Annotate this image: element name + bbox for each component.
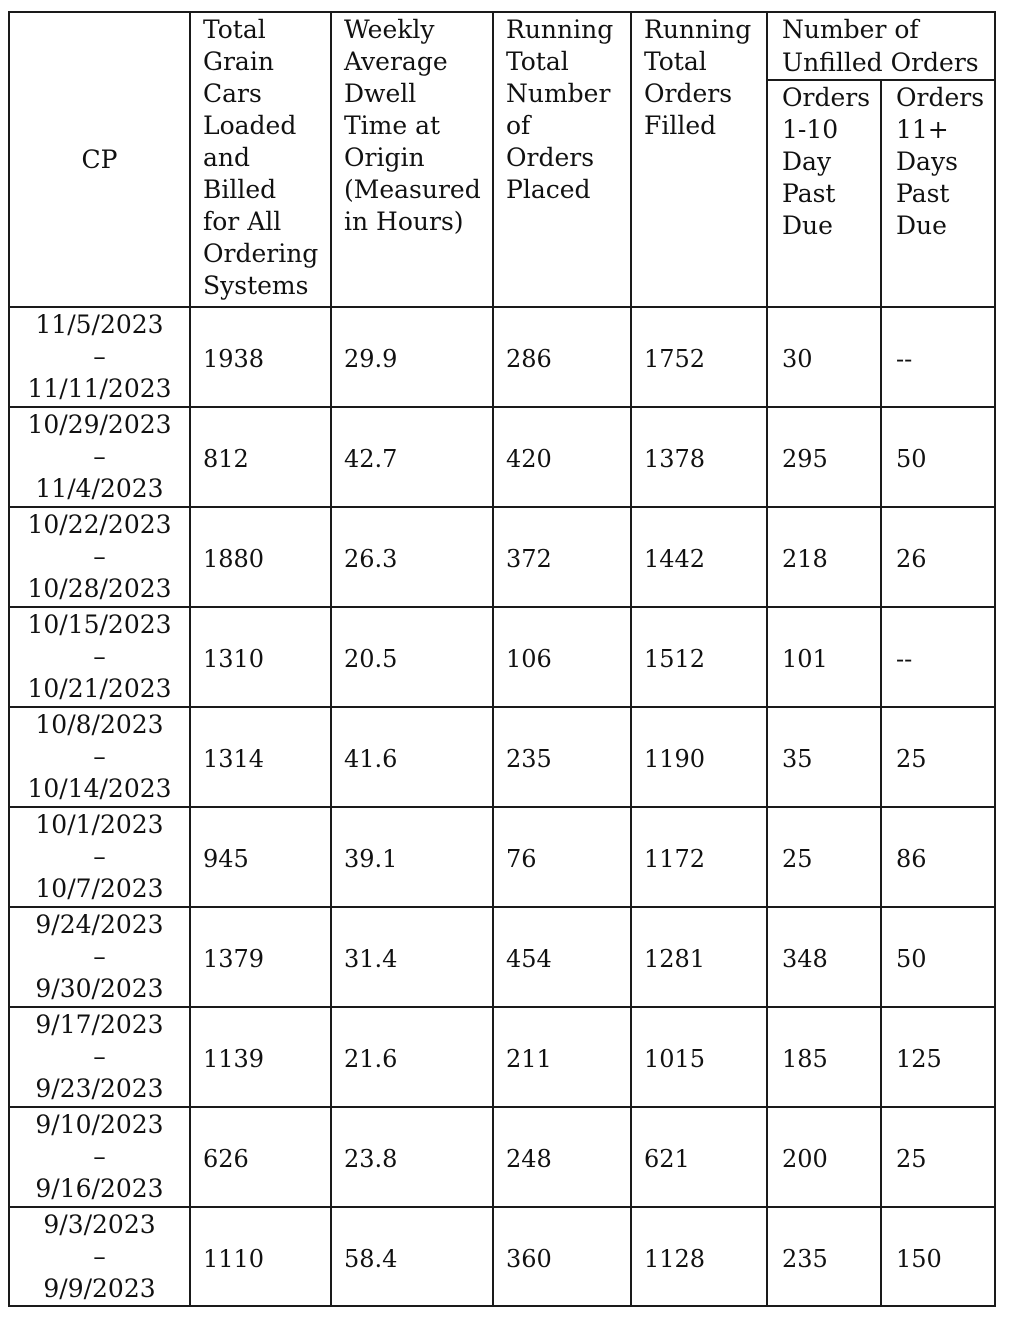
table-row (9, 507, 995, 607)
header-line: Average (344, 47, 448, 76)
header-line: Ordering (203, 239, 319, 268)
dwell-time-cell: 58.4 (331, 1207, 493, 1306)
date-start: 9/3/2023 (43, 1209, 156, 1239)
dwell-time-cell: 42.7 (331, 407, 493, 507)
header-line: Cars (203, 79, 262, 108)
orders-filled-cell: 1190 (631, 707, 767, 807)
header-line: Weekly (344, 15, 435, 44)
header-line: Placed (506, 175, 591, 204)
date-start: 10/22/2023 (27, 510, 172, 539)
date-separator: – (93, 942, 106, 971)
weekly-orders-table (8, 11, 996, 1307)
orders-filled-cell: 1128 (631, 1207, 767, 1306)
date-range-cell (9, 307, 190, 407)
date-start: 10/1/2023 (35, 810, 164, 839)
date-end: 10/28/2023 (27, 574, 172, 603)
date-start: 9/17/2023 (35, 1010, 164, 1039)
header-line: 11+ (896, 115, 949, 144)
table-row (9, 707, 995, 807)
past-due-11-plus-cell: -- (881, 607, 995, 707)
header-line: Grain (203, 47, 274, 76)
unfilled-orders-header (767, 12, 995, 80)
header-line: of (506, 111, 531, 140)
date-range-cell (9, 807, 190, 907)
header-line: Running (644, 15, 752, 44)
date-range-cell (9, 907, 190, 1007)
header-line: Day (782, 147, 832, 176)
date-range-cell (9, 1007, 190, 1107)
date-separator: – (93, 542, 106, 571)
past-due-1-10-cell: 348 (767, 907, 881, 1007)
header-line: (Measured (344, 175, 481, 204)
header-line: Loaded (203, 111, 297, 140)
past-due-1-10-cell: 185 (767, 1007, 881, 1107)
date-end: 9/9/2023 (43, 1273, 156, 1303)
header-line: Unfilled Orders (782, 48, 979, 77)
orders-placed-cell: 211 (493, 1007, 631, 1107)
orders-filled-header (631, 12, 767, 307)
total-cars-cell: 626 (190, 1107, 331, 1207)
header-line: Total (644, 47, 707, 76)
date-range-cell (9, 507, 190, 607)
past-due-1-10-cell: 200 (767, 1107, 881, 1207)
dwell-time-cell: 41.6 (331, 707, 493, 807)
date-start: 9/24/2023 (35, 910, 164, 939)
total-cars-cell: 1314 (190, 707, 331, 807)
table-row (9, 1207, 995, 1306)
total-cars-header (190, 12, 331, 307)
orders-filled-cell: 1378 (631, 407, 767, 507)
orders-filled-cell: 1015 (631, 1007, 767, 1107)
date-separator: – (93, 442, 106, 471)
header-line: Past (782, 179, 836, 208)
header-line: Time at (344, 111, 441, 140)
grain-car-report (8, 11, 996, 1307)
orders-placed-cell: 454 (493, 907, 631, 1007)
orders-placed-cell: 106 (493, 607, 631, 707)
orders-filled-cell: 1172 (631, 807, 767, 907)
table-row (9, 1107, 995, 1207)
date-separator: – (93, 842, 106, 871)
header-line: Running (506, 15, 614, 44)
total-cars-cell: 1110 (190, 1207, 331, 1306)
total-cars-cell: 1310 (190, 607, 331, 707)
dwell-time-header (331, 12, 493, 307)
date-separator: – (93, 1142, 106, 1171)
orders-placed-cell: 235 (493, 707, 631, 807)
date-range-cell (9, 1107, 190, 1207)
past-due-11-plus-header (881, 80, 995, 307)
header-line: Orders (506, 143, 595, 172)
past-due-11-plus-cell: 50 (881, 407, 995, 507)
table-body (9, 307, 995, 1306)
header-line: Dwell (344, 79, 417, 108)
date-separator: – (93, 1042, 106, 1071)
past-due-11-plus-cell: 26 (881, 507, 995, 607)
header-line: and (203, 143, 251, 172)
date-range-cell (9, 607, 190, 707)
header-line: Number of (782, 15, 919, 44)
date-end: 9/30/2023 (35, 974, 164, 1003)
past-due-1-10-cell: 218 (767, 507, 881, 607)
total-cars-cell: 1938 (190, 307, 331, 407)
cp-header: CP (9, 12, 190, 307)
header-line: Orders (782, 83, 871, 112)
past-due-11-plus-cell: 86 (881, 807, 995, 907)
date-end: 10/14/2023 (27, 774, 172, 803)
past-due-11-plus-cell: 25 (881, 707, 995, 807)
past-due-11-plus-cell: 25 (881, 1107, 995, 1207)
header-line: Total (203, 15, 266, 44)
table-row (9, 607, 995, 707)
dwell-time-cell: 26.3 (331, 507, 493, 607)
header-line: Past (896, 179, 950, 208)
dwell-time-cell: 20.5 (331, 607, 493, 707)
header-line: Total (506, 47, 569, 76)
orders-filled-cell: 1281 (631, 907, 767, 1007)
past-due-1-10-cell: 235 (767, 1207, 881, 1306)
date-end: 11/11/2023 (27, 374, 172, 403)
orders-placed-cell: 372 (493, 507, 631, 607)
total-cars-cell: 1379 (190, 907, 331, 1007)
header-line: Systems (203, 271, 309, 300)
total-cars-cell: 1880 (190, 507, 331, 607)
date-end: 9/16/2023 (35, 1174, 164, 1203)
date-end: 11/4/2023 (35, 474, 164, 503)
date-separator: – (93, 642, 106, 671)
date-range-cell (9, 407, 190, 507)
date-separator: – (93, 742, 106, 771)
orders-placed-cell: 420 (493, 407, 631, 507)
header-line: for All (203, 207, 282, 236)
date-start: 9/10/2023 (35, 1110, 164, 1139)
header-line: Origin (344, 143, 425, 172)
past-due-11-plus-cell: 150 (881, 1207, 995, 1306)
table-row (9, 307, 995, 407)
past-due-1-10-cell: 25 (767, 807, 881, 907)
header-line: in Hours) (344, 207, 464, 236)
orders-filled-cell: 1442 (631, 507, 767, 607)
header-line: Number (506, 79, 611, 108)
dwell-time-cell: 39.1 (331, 807, 493, 907)
table-row (9, 907, 995, 1007)
date-separator: – (93, 1241, 106, 1271)
orders-placed-cell: 360 (493, 1207, 631, 1306)
date-separator: – (93, 342, 106, 371)
past-due-11-plus-cell: 125 (881, 1007, 995, 1107)
past-due-1-10-header (767, 80, 881, 307)
date-end: 10/7/2023 (35, 874, 164, 903)
orders-placed-cell: 286 (493, 307, 631, 407)
header-line: Due (782, 211, 833, 240)
header-line: Orders (896, 83, 985, 112)
orders-placed-cell: 248 (493, 1107, 631, 1207)
table-header (9, 12, 995, 307)
table-row (9, 807, 995, 907)
date-start: 10/8/2023 (35, 710, 164, 739)
date-start: 10/29/2023 (27, 410, 172, 439)
past-due-1-10-cell: 35 (767, 707, 881, 807)
header-line: 1-10 (782, 115, 839, 144)
total-cars-cell: 812 (190, 407, 331, 507)
date-start: 11/5/2023 (35, 310, 164, 339)
total-cars-cell: 1139 (190, 1007, 331, 1107)
past-due-1-10-cell: 295 (767, 407, 881, 507)
header-line: Orders (644, 79, 733, 108)
header-line: Due (896, 211, 947, 240)
date-end: 9/23/2023 (35, 1074, 164, 1103)
header-line: Filled (644, 111, 717, 140)
past-due-11-plus-cell: -- (881, 307, 995, 407)
date-range-cell (9, 707, 190, 807)
orders-placed-header (493, 12, 631, 307)
dwell-time-cell: 21.6 (331, 1007, 493, 1107)
header-line: Billed (203, 175, 277, 204)
dwell-time-cell: 31.4 (331, 907, 493, 1007)
orders-filled-cell: 1512 (631, 607, 767, 707)
date-end: 10/21/2023 (27, 674, 172, 703)
date-range-cell (9, 1207, 190, 1306)
past-due-11-plus-cell: 50 (881, 907, 995, 1007)
header-line: Days (896, 147, 958, 176)
past-due-1-10-cell: 30 (767, 307, 881, 407)
table-row (9, 1007, 995, 1107)
orders-filled-cell: 621 (631, 1107, 767, 1207)
past-due-1-10-cell: 101 (767, 607, 881, 707)
orders-placed-cell: 76 (493, 807, 631, 907)
dwell-time-cell: 23.8 (331, 1107, 493, 1207)
total-cars-cell: 945 (190, 807, 331, 907)
date-start: 10/15/2023 (27, 610, 172, 639)
table-row (9, 407, 995, 507)
orders-filled-cell: 1752 (631, 307, 767, 407)
dwell-time-cell: 29.9 (331, 307, 493, 407)
